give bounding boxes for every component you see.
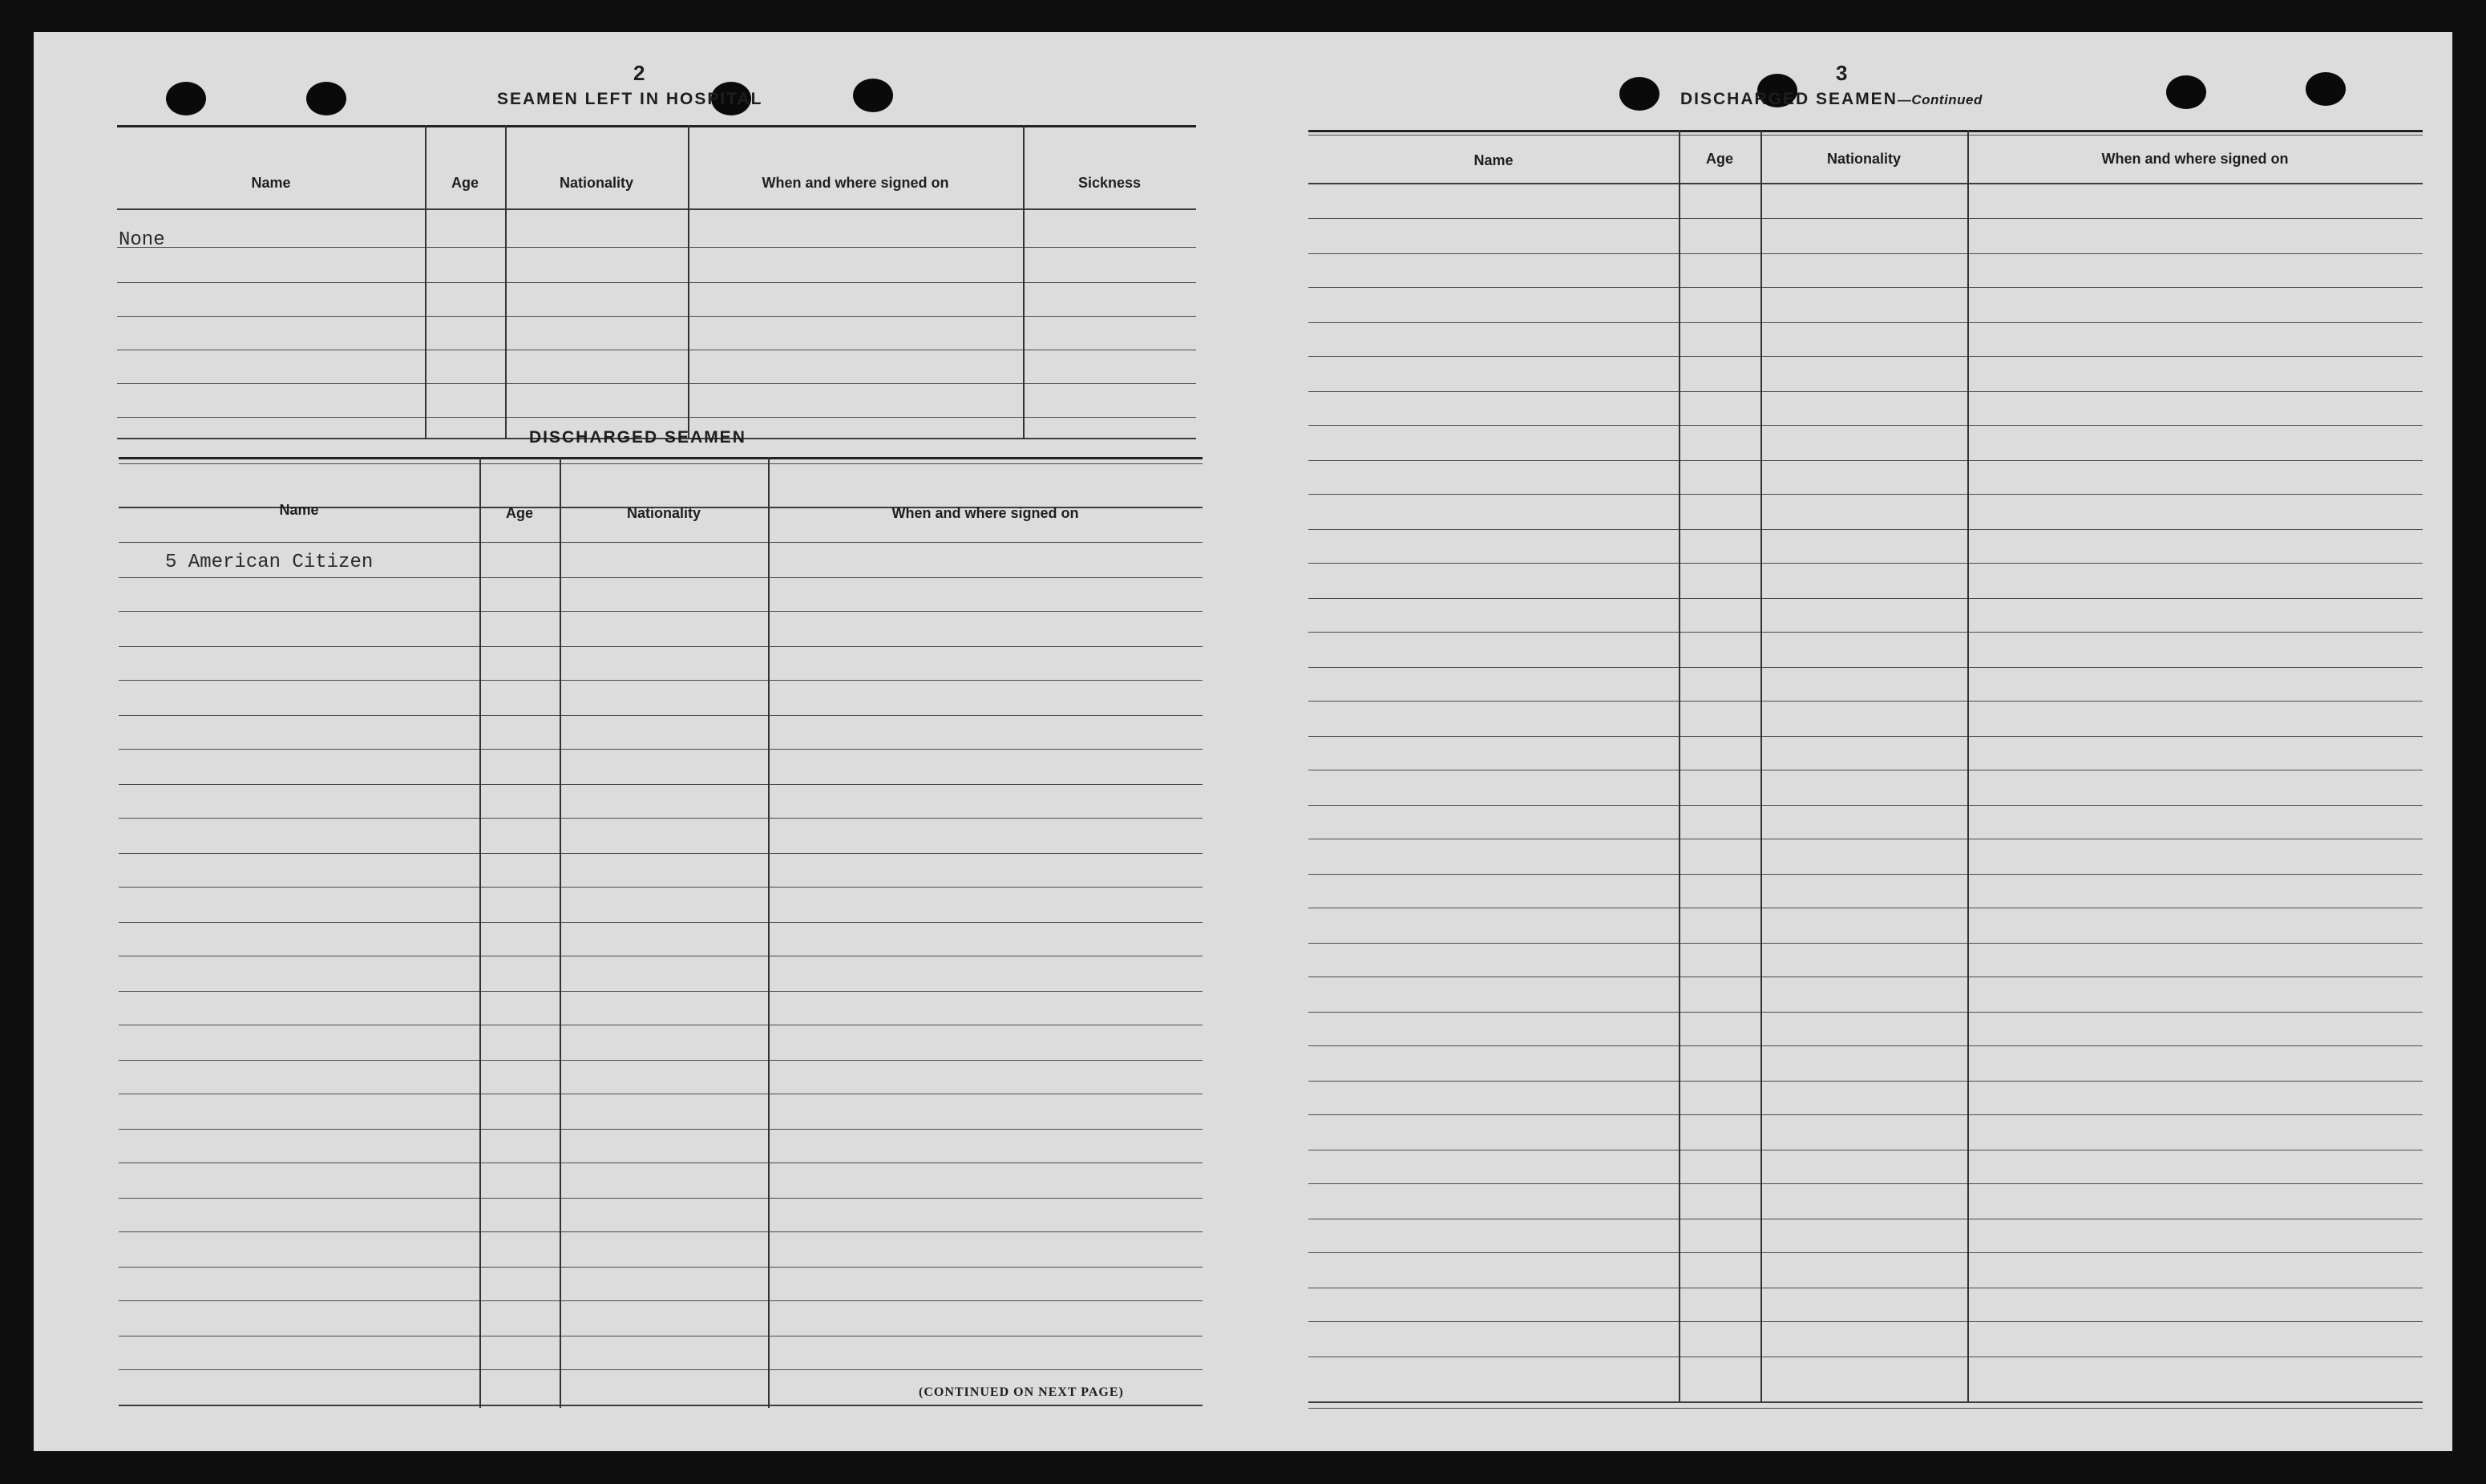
continued-footer: (CONTINUED ON NEXT PAGE): [919, 1385, 1124, 1399]
discharged-col-name: Name: [279, 502, 319, 518]
page-number-left: 2: [633, 61, 645, 85]
continued-col-age: Age: [1705, 151, 1733, 167]
hospital-col-name: Name: [251, 175, 291, 191]
discharged-table-left: [119, 457, 1203, 1408]
discharged-entry: 5 American Citizen: [165, 552, 374, 573]
punch-hole-7: [2166, 75, 2206, 109]
hospital-col-age: Age: [451, 175, 479, 191]
discharged-col-nationality: Nationality: [626, 505, 701, 521]
hospital-col-nationality: Nationality: [559, 175, 633, 191]
discharged-section-title: DISCHARGED SEAMEN: [529, 428, 746, 447]
discharged-col-signed-on: When and where signed on: [891, 505, 1079, 521]
document-sheet: [34, 32, 2452, 1451]
punch-hole-5: [1619, 77, 1659, 111]
discharged-continued-title-main: DISCHARGED SEAMEN: [1680, 90, 1898, 108]
punch-hole-8: [2306, 72, 2346, 106]
discharged-col-age: Age: [505, 505, 533, 521]
punch-hole-2: [306, 82, 346, 115]
continued-label: —Continued: [1897, 92, 1983, 107]
punch-hole-1: [166, 82, 206, 115]
left-page: [34, 32, 1228, 1451]
page-number-right: 3: [1836, 61, 1848, 85]
hospital-col-sickness: Sickness: [1077, 175, 1142, 191]
continued-col-nationality: Nationality: [1826, 151, 1901, 167]
hospital-entry: None: [119, 229, 165, 251]
hospital-col-signed-on: When and where signed on: [762, 175, 949, 191]
right-page: [1308, 32, 2452, 1451]
discharged-table-right: [1308, 130, 2423, 1414]
hospital-table: [117, 125, 1196, 439]
hospital-section-title: SEAMEN LEFT IN HOSPITAL: [497, 90, 763, 108]
continued-col-signed-on: When and where signed on: [2101, 151, 2289, 167]
punch-hole-4: [853, 79, 893, 112]
continued-col-name: Name: [1473, 152, 1514, 168]
discharged-continued-title: [1680, 90, 1983, 109]
